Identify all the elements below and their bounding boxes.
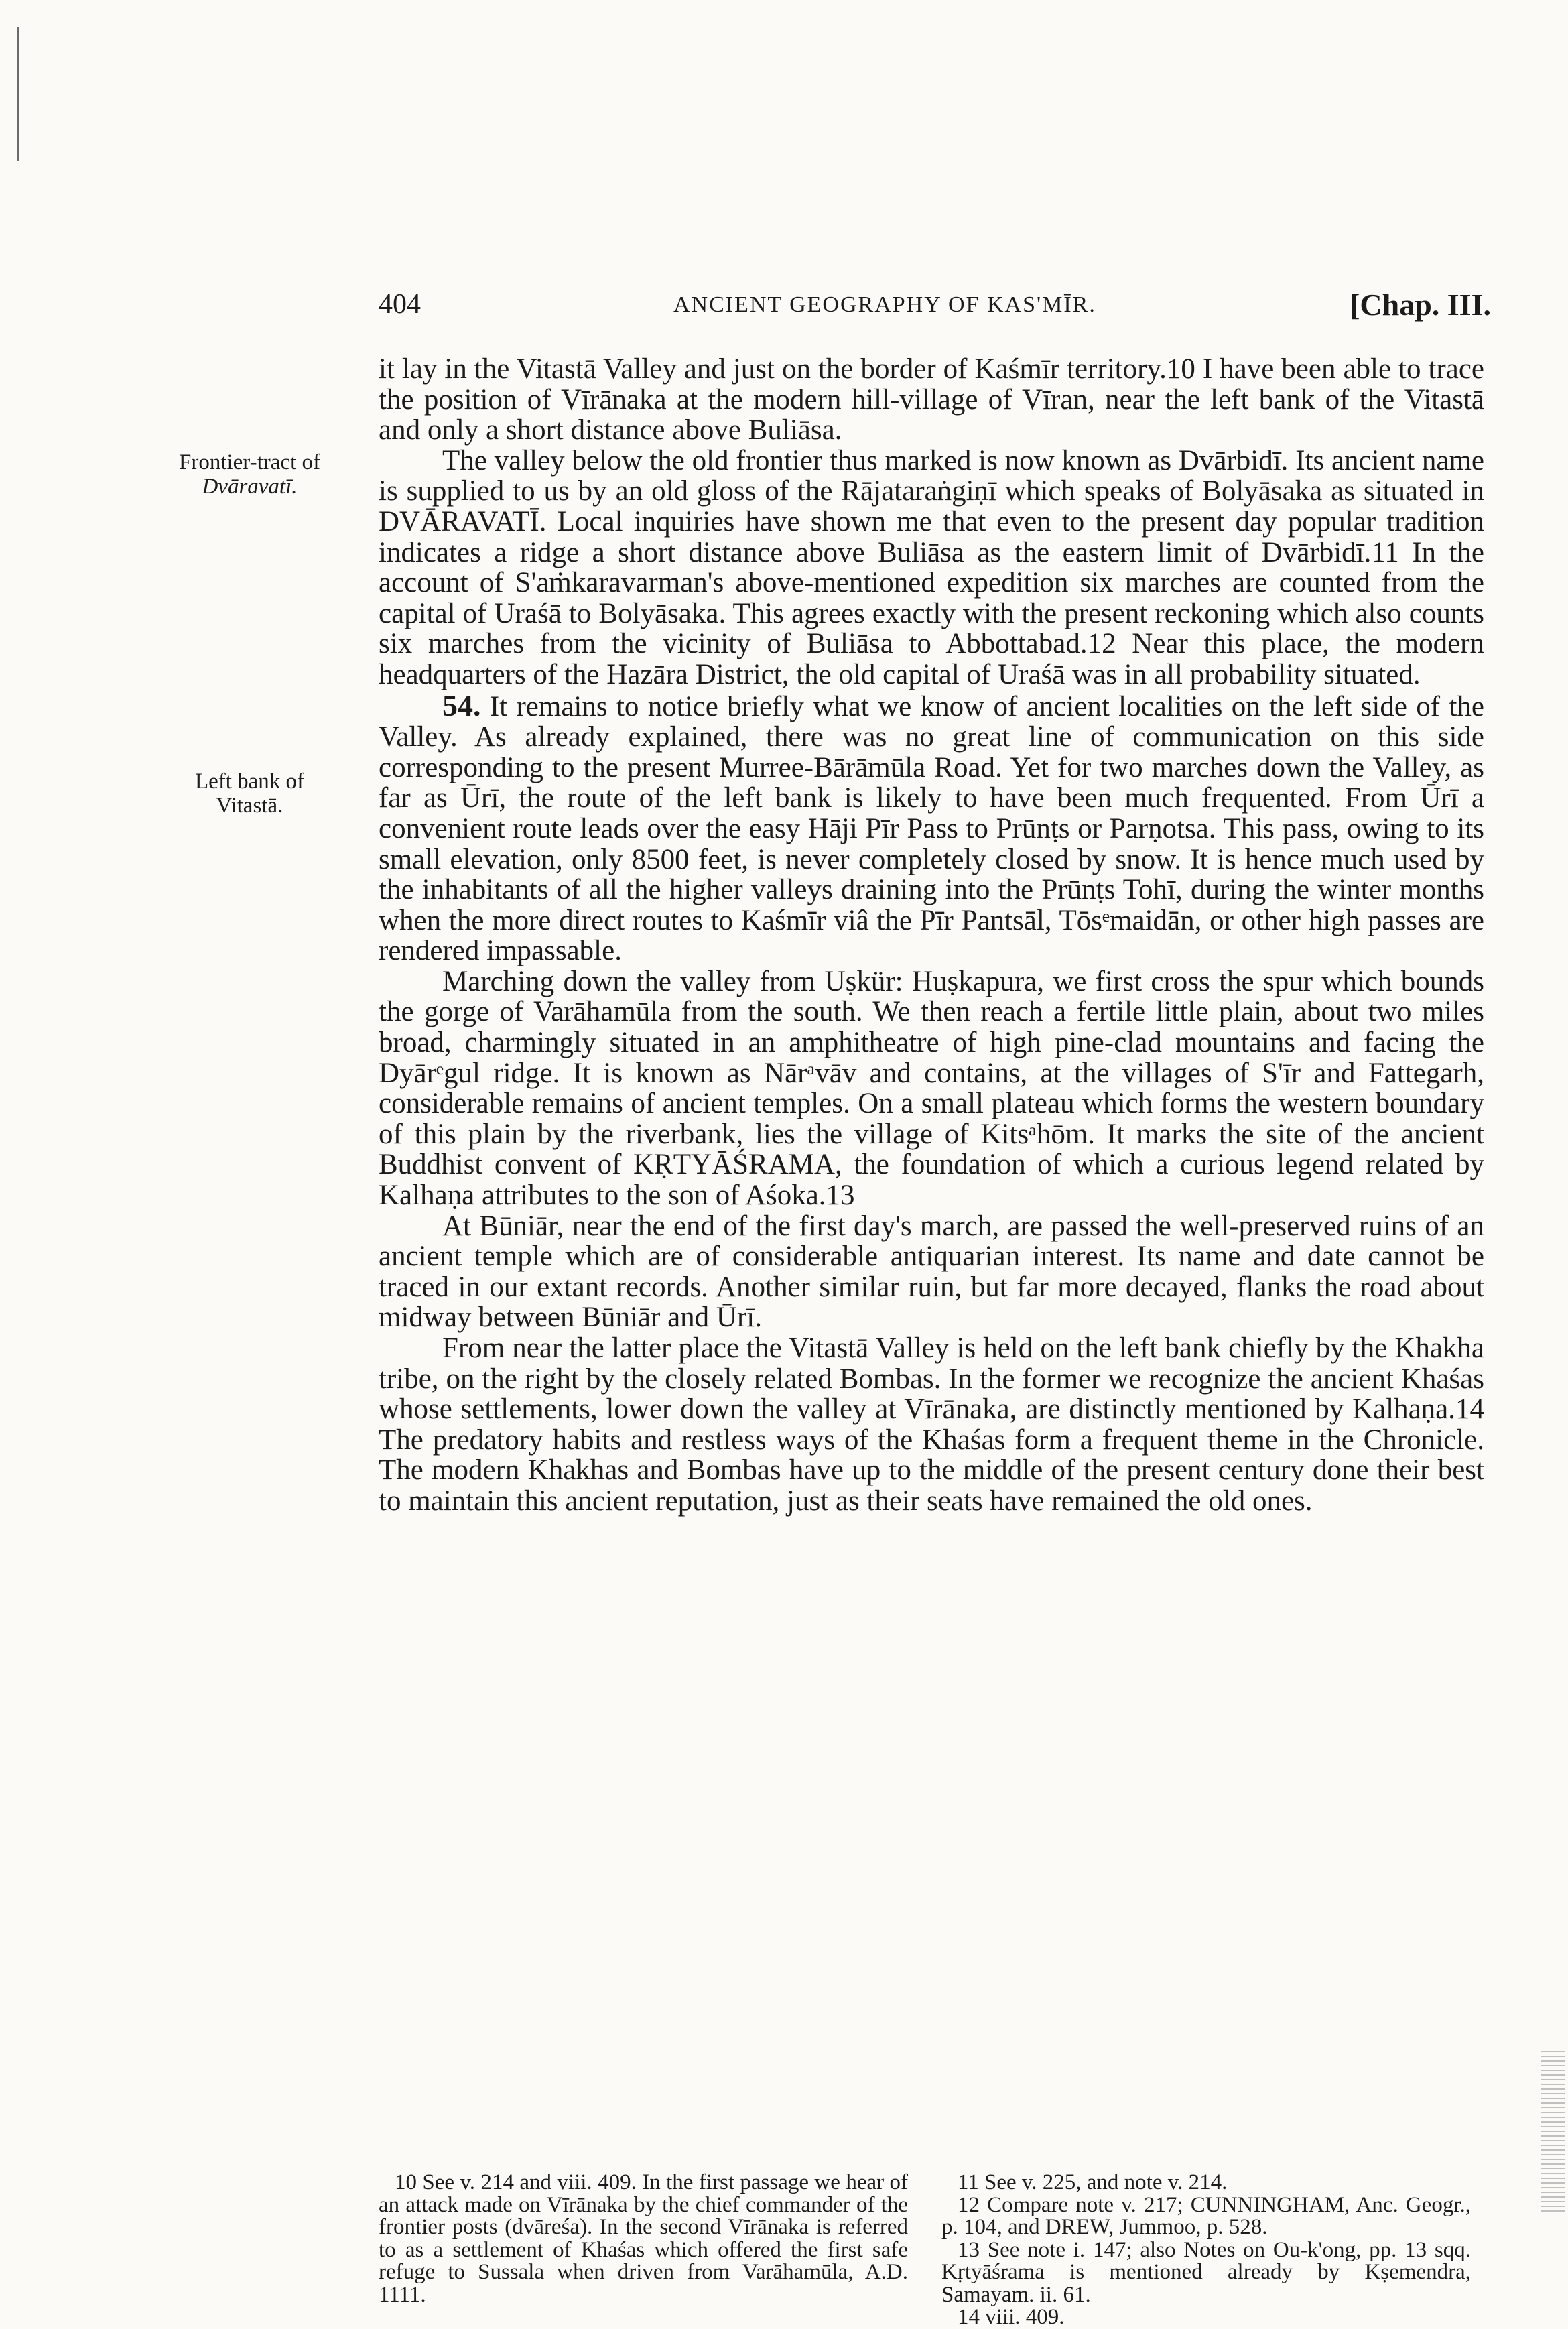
paragraph-2: The valley below the old frontier thus marked is now known as Dvārbidī. Its ancient name is supplied to us by an old gloss of the Rājataraṅgiṇī which speaks of Bolyāsaka as situated in DVĀRAVATĪ. Local inquiries have shown me that even to the present day popular tradition indicates a ridge a short distance above Buliāsa as the eastern limit of Dvārbidī.11 In the account of S'aṁkaravarman's above-mentioned expedition six marches are counted from the capital of Uraśā to Bolyāsaka. This agrees exactly with the present reckoning which also counts six marches from the vicinity of Buliāsa to Abbottabad.12 Near this place, the modern headquarters of the Hazāra District, the old capital of Uraśā was in all probability situated. — [379, 444, 1484, 690]
footnote-10: 10 See v. 214 and viii. 409. In the first passage we hear of an attack made on Vīrānaka by the chief commander of the frontier posts (dvāreśa). In the second Vīrānaka is referred to as a settlement of Khaśas which offered the first safe refuge to Sussala when driven from Varāhamūla, A.D. 1111. — [379, 2170, 908, 2307]
footnote-12: 12 Compare note v. 217; CUNNINGHAM, Anc. Geogr., p. 104, and DREW, Jummoo, p. 528. — [941, 2192, 1471, 2239]
paragraph-3 — [379, 690, 1484, 966]
paragraph-5: At Būniār, near the end of the first day's march, are passed the well-preserved ruins of an ancient temple which are of considerable antiquarian interest. Its name and date cannot be traced in our extant records. Another similar ruin, but far more decayed, flanks the road about midway between Būniār and Ūrī. — [379, 1210, 1484, 1334]
margin-note-line: Left bank of — [194, 769, 305, 794]
paragraph-6: From near the latter place the Vitastā Valley is held on the left bank chiefly by the Khakha tribe, on the right by the closely related Bombas. In the former we recognize the ancient Khaśas whose settlements, lower down the valley at Vīrānaka, are distinctly mentioned by Kalhaṇa.14 The predatory habits and restless ways of the Khaśas form a frequent theme in the Chronicle. The modern Khakhas and Bombas have up to the middle of the present century done their best to maintain this ancient reputation, just as their seats have remained the old ones. — [379, 1332, 1484, 1517]
page-header — [379, 288, 1491, 335]
footnotes-left — [379, 2171, 908, 2306]
paragraph-1: it lay in the Vitastā Valley and just on the border of Kaśmīr territory.10 I have been able to trace the position of Vīrānaka at the modern hill-village of Vīran, near the left bank of the Vitastā and only a short distance above Buliāsa. — [379, 353, 1484, 446]
page-number: 404 — [379, 289, 421, 320]
body-text — [379, 354, 1484, 1517]
margin-note-dvaravati — [134, 450, 365, 499]
footnote-13: 13 See note i. 147; also Notes on Ou-k'ong, pp. 13 sqq. Kṛtyāśrama is mentioned already by Kṣemendra, Samayam. ii. 61. — [941, 2237, 1471, 2307]
footnote-14: 14 viii. 409. — [958, 2305, 1065, 2329]
scan-gutter-marks — [1541, 2051, 1565, 2212]
paragraph-4: Marching down the valley from Uṣkür: Huṣkapura, we first cross the spur which bounds the gorge of Varāhamūla from the south. We then reach a fertile little plain, about two miles broad, charmingly situated in an amphitheatre of high pine-clad mountains and facing the Dyārᵉgul ridge. It is known as Nārᵃvāv and contains, at the villages of S'īr and Fattegarh, considerable remains of ancient temples. On a small plateau which forms the western boundary of this plain by the riverbank, lies the village of Kitsᵃhōm. It marks the site of the ancient Buddhist convent of KṚTYĀŚRAMA, the foundation of which a curious legend related by Kalhaṇa attributes to the son of Aśoka.13 — [379, 965, 1484, 1212]
margin-note-line: Dvāravatī. — [202, 475, 298, 499]
running-head: ANCIENT GEOGRAPHY OF KAS'MĪR. — [673, 292, 1096, 317]
footnotes-right — [941, 2171, 1471, 2329]
paragraph-3-text: It remains to notice briefly what we know of ancient localities on the left side of the Valley. As already explained, there was no great line of communication on this side corresponding to the present Murree-Bārāmūla Road. Yet for two marches down the Valley, as far as Ūrī, the route of the left bank is likely to have been much frequented. From Ūrī a convenient route leads over the easy Hāji Pīr Pass to Prūnṭs or Parṇotsa. This pass, owing to its small elevation, only 8500 feet, is never completely closed by snow. It is hence much used by the inhabitants of all the higher valleys draining into the Prūnṭs Tohī, during the winter months when the more direct routes to Kaśmīr viâ the Pīr Pantsāl, Tōsᵉmaidān, or other high passes are rendered impassable. — [379, 690, 1484, 967]
section-number: 54. — [442, 688, 481, 722]
margin-note-line: Vitastā. — [216, 794, 283, 818]
margin-note-left-bank — [134, 769, 365, 818]
chapter-label: [Chap. III. — [1350, 288, 1491, 322]
scan-edge-line — [17, 27, 19, 161]
footnote-11: 11 See v. 225, and note v. 214. — [958, 2170, 1228, 2194]
margin-note-line: Frontier-tract of — [178, 450, 320, 475]
